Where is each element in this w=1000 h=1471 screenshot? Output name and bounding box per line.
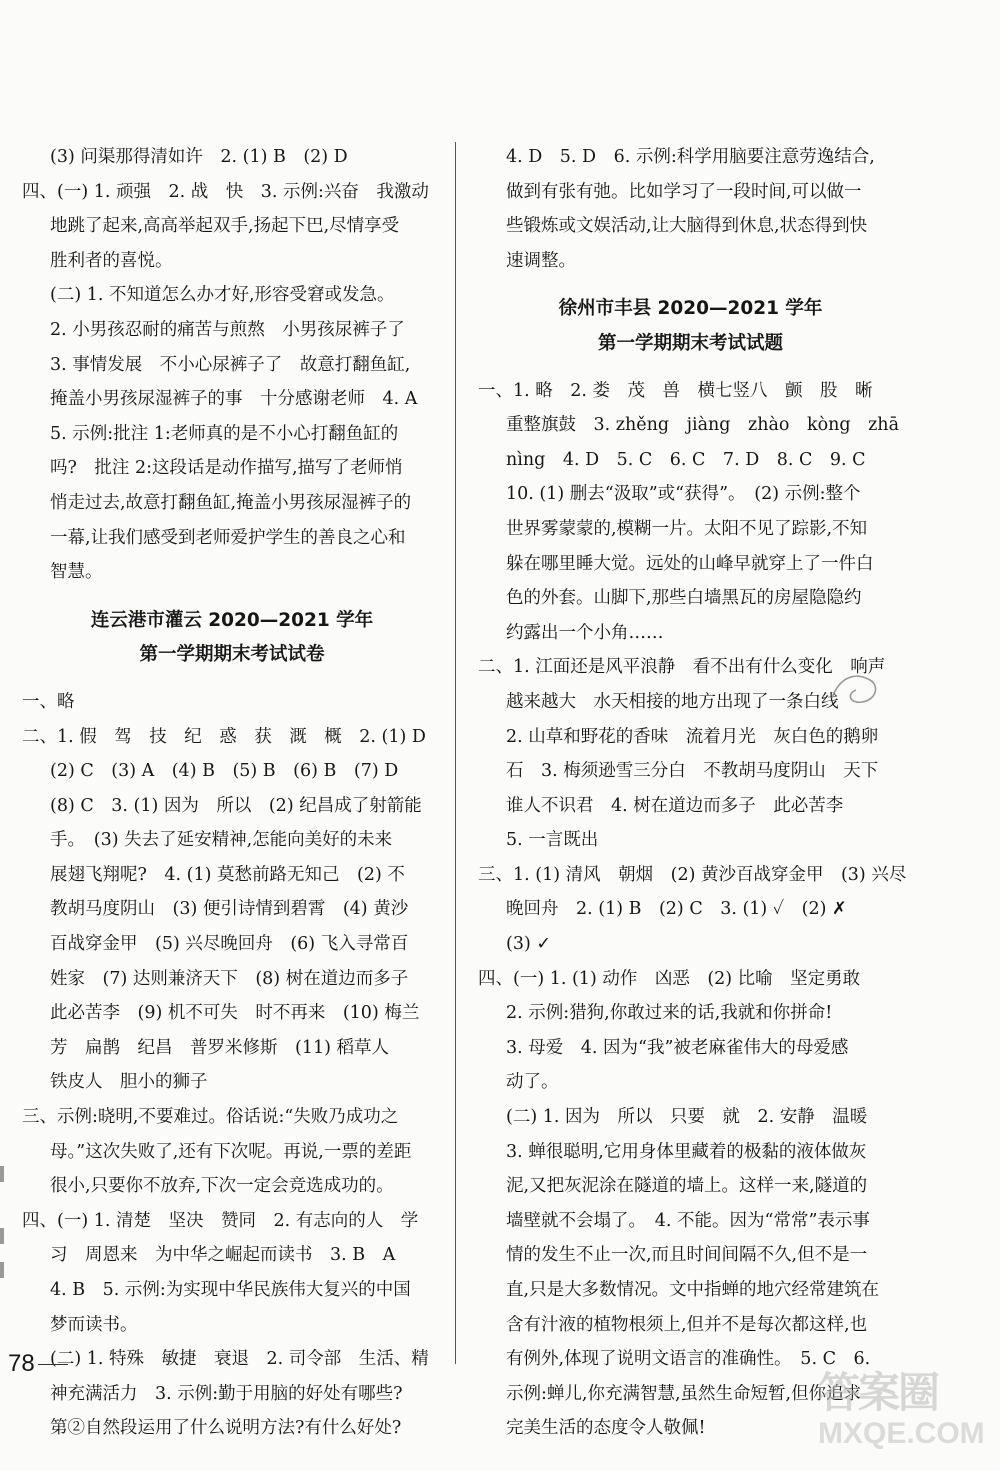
answer-line: 完美生活的态度令人敬佩!	[506, 1418, 706, 1439]
answer-line: 10. (1) 删去“汲取”或“获得”。 (2) 示例:整个	[506, 484, 861, 505]
answer-line: (8) C 3. (1) 因为 所以 (2) 纪昌成了射箭能	[50, 795, 422, 816]
right-column	[478, 140, 907, 1446]
answer-line: 手。 (3) 失去了延安精神,怎能向美好的未来	[50, 830, 393, 851]
answer-line: 速调整。	[506, 250, 576, 271]
answer-line: 二、1. 江面还是风平浪静 看不出有什么变化 响声	[478, 657, 886, 678]
answer-line: 2. 山草和野花的香味 流着月光 灰白色的鹅卵	[506, 726, 879, 747]
answer-line: 一、略	[22, 691, 75, 712]
answer-line: 石 3. 梅须逊雪三分白 不教胡马度阴山 天下	[506, 761, 879, 782]
answer-line: 芳 扁鹊 纪昌 普罗米修斯 (11) 稻草人	[50, 1037, 389, 1058]
answer-line: 一、1. 略 2. 娄 茂 兽 横七竖八 颤 股 晰	[478, 380, 873, 401]
answer-line: 4. B 5. 示例:为实现中华民族伟大复兴的中国	[50, 1280, 411, 1300]
answer-line: (3) 问渠那得清如许 2. (1) B (2) D	[50, 147, 348, 167]
answer-line: 神充满活力 3. 示例:勤于用脑的好处有哪些?	[50, 1383, 403, 1404]
answer-line: 躲在哪里睡大觉。远处的山峰早就穿上了一件白	[506, 553, 874, 574]
answer-line: 2. 小男孩忍耐的痛苦与煎熬 小男孩尿裤子了	[50, 319, 405, 340]
section-subheading: 第一学期期末考试试卷	[139, 644, 325, 666]
answer-line: 智慧。	[50, 562, 103, 583]
answer-line: 谁人不识君 4. 树在道边而多子 此必苦李	[506, 795, 844, 816]
watermark-logo-text: 答案圈	[818, 1368, 939, 1417]
answer-line: 晚回舟 2. (1) B (2) C 3. (1) ✓ (2) ✗	[506, 899, 847, 920]
answer-line: 示例:蝉儿,你充满智慧,虽然生命短暂,但你追求	[506, 1383, 862, 1404]
answer-line: 胜利者的喜悦。	[50, 250, 173, 271]
answer-line: 铁皮人 胆小的狮子	[50, 1072, 208, 1093]
page-number-rule	[38, 1364, 68, 1365]
binding-mark	[0, 1166, 4, 1182]
answer-line: 3. 母爱 4. 因为“我”被老麻雀伟大的母爱感	[506, 1037, 849, 1058]
answer-line: 泥,又把灰泥涂在隧道的墙上。这样一来,隧道的	[506, 1176, 868, 1197]
answer-line: 世界雾蒙蒙的,模糊一片。太阳不见了踪影,不知	[506, 518, 868, 539]
answer-line: 三、1. (1) 清风 朝烟 (2) 黄沙百战穿金甲 (3) 兴尽	[478, 864, 907, 885]
page-number: 78	[8, 1350, 35, 1377]
section-heading: 徐州市丰县 2020—2021 学年	[558, 298, 823, 320]
binding-mark	[0, 1228, 4, 1244]
answer-line: 含有汁液的植物根须上,但并不是每次都这样,也	[506, 1314, 868, 1335]
answer-line: 掩盖小男孩尿湿裤子的事 十分感谢老师 4. A	[50, 389, 418, 410]
answer-line: 地跳了起来,高高举起双手,扬起下巴,尽情享受	[50, 216, 400, 237]
answer-line: 百战穿金甲 (5) 兴尽晚回舟 (6) 飞入寻常百	[50, 934, 409, 955]
answer-line: 一幕,让我们感受到老师爱护学生的善良之心和	[50, 527, 406, 548]
answer-line: 习 周恩来 为中华之崛起而读书 3. B A	[50, 1245, 396, 1266]
answer-line: 此必苦李 (9) 机不可失 时不再来 (10) 梅兰	[50, 1003, 420, 1024]
answer-line: 四、(一) 1. 顽强 2. 战 快 3. 示例:兴奋 我激动	[22, 181, 429, 202]
answer-line: 5. 示例:批注 1:老师真的是不小心打翻鱼缸的	[50, 423, 399, 444]
answer-line: 做到有张有弛。比如学习了一段时间,可以做一	[506, 181, 862, 202]
answer-line: 第②自然段运用了什么说明方法?有什么好处?	[50, 1418, 402, 1439]
answer-line: (3) ✓	[506, 934, 552, 955]
pencil-scribble-mark	[826, 668, 886, 712]
watermark-logo	[818, 1368, 988, 1464]
answer-line: 3. 蝉很聪明,它用身体里藏着的极黏的液体做灰	[506, 1141, 867, 1162]
answer-line: 越来越大 水天相接的地方出现了一条白线	[506, 691, 839, 712]
binding-mark	[0, 1262, 4, 1278]
answer-line: 三、示例:晓明,不要难过。俗话说:“失败乃成功之	[22, 1107, 399, 1128]
answer-line: 些锻炼或文娱活动,让大脑得到休息,状态得到快	[506, 216, 868, 237]
watermark-url: MXQE.COM	[818, 1417, 985, 1450]
section-subheading: 第一学期期末考试试题	[597, 332, 783, 354]
answer-line: 四、(一) 1. (1) 动作 凶恶 (2) 比喻 坚定勇敢	[478, 968, 861, 989]
answer-line: 色的外套。山脚下,那些白墙黑瓦的房屋隐隐约	[506, 588, 862, 609]
answer-line: 有例外,体现了说明文语言的准确性。 5. C 6.	[506, 1349, 871, 1370]
answer-line: 姓家 (7) 达则兼济天下 (8) 树在道边而多子	[50, 968, 409, 989]
left-column	[22, 140, 442, 1446]
answer-line: 母。”这次失败了,还有下次呢。再说,一票的差距	[50, 1141, 412, 1162]
answer-line: (二) 1. 不知道怎么办才好,形容受窘或发急。	[50, 285, 395, 306]
answer-line: 展翅飞翔呢? 4. (1) 莫愁前路无知己 (2) 不	[50, 864, 405, 885]
answer-line: nìng 4. D 5. C 6. C 7. D 8. C 9. C	[506, 449, 866, 470]
answer-line: 四、(一) 1. 清楚 坚决 赞同 2. 有志向的人 学	[22, 1210, 419, 1231]
answer-line: (二) 1. 特殊 敏捷 衰退 2. 司令部 生活、精	[50, 1349, 429, 1370]
answer-line: 4. D 5. D 6. 示例:科学用脑要注意劳逸结合,	[506, 147, 875, 167]
answer-line: 约露出一个小角……	[506, 622, 664, 643]
answer-line: 重整旗鼓 3. zhěng jiàng zhào kòng zhā	[506, 415, 900, 436]
answer-line: (二) 1. 因为 所以 只要 就 2. 安静 温暖	[506, 1107, 868, 1128]
answer-line: 很小,只要你不放弃,下次一定会竞选成功的。	[50, 1176, 394, 1197]
section-heading: 连云港市灌云 2020—2021 学年	[90, 609, 374, 631]
answer-line: 动了。	[506, 1072, 559, 1093]
answer-line: 情的发生不止一次,而且时间间隔不久,但不是一	[506, 1245, 868, 1266]
answer-line: 直,只是大多数情况。文中指蝉的地穴经常建筑在	[506, 1280, 880, 1300]
column-divider	[455, 142, 456, 1364]
answer-line: 5. 一言既出	[506, 830, 599, 851]
answer-line: 墙壁就不会塌了。 4. 不能。因为“常常”表示事	[506, 1210, 870, 1231]
answer-line: 梦而读书。	[50, 1314, 138, 1335]
answer-line: 2. 示例:猎狗,你敢过来的话,我就和你拼命!	[506, 1003, 833, 1024]
answer-line: 二、1. 假 驾 技 纪 惑 获 溉 概 2. (1) D	[22, 726, 426, 747]
answer-line: (2) C (3) A (4) B (5) B (6) B (7) D	[50, 761, 399, 782]
answer-line: 3. 事情发展 不小心尿裤子了 故意打翻鱼缸,	[50, 354, 411, 375]
answer-line: 吗? 批注 2:这段话是动作描写,描写了老师悄	[50, 458, 403, 479]
answer-line: 悄走过去,故意打翻鱼缸,掩盖小男孩尿湿裤子的	[50, 492, 412, 513]
answer-line: 教胡马度阴山 (3) 便引诗情到碧霄 (4) 黄沙	[50, 899, 409, 920]
